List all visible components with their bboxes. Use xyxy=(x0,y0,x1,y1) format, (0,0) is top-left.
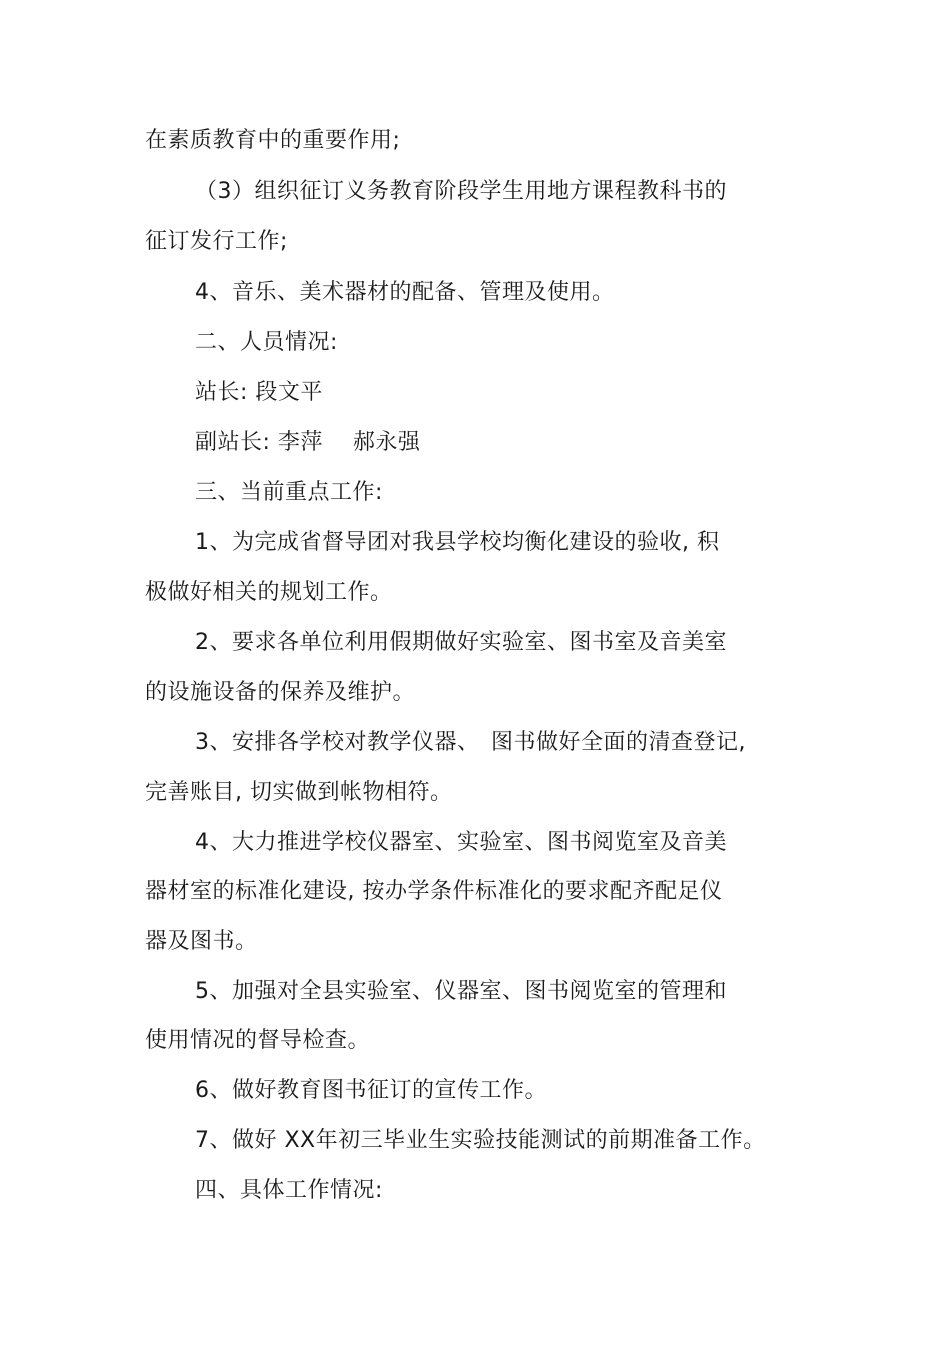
text-line: 3、安排各学校对教学仪器、 图书做好全面的清查登记, xyxy=(195,730,746,755)
text-line: 在素质教育中的重要作用; xyxy=(145,128,401,153)
text-line: （3）组织征订义务教育阶段学生用地方课程教科书的 xyxy=(195,179,727,204)
text-line: 完善账目, 切实做到帐物相符。 xyxy=(145,780,453,805)
text-line: 征订发行工作; xyxy=(145,229,288,254)
text-line: 4、音乐、美术器材的配备、管理及使用。 xyxy=(195,280,615,305)
section-heading: 三、当前重点工作: xyxy=(195,480,383,505)
text-line: 2、要求各单位利用假期做好实验室、图书室及音美室 xyxy=(195,630,727,655)
text-line: 副站长: 李萍 郝永强 xyxy=(195,430,421,455)
text-line: 5、加强对全县实验室、仪器室、图书阅览室的管理和 xyxy=(195,979,727,1004)
text-line: 使用情况的督导检查。 xyxy=(145,1028,371,1053)
text-line: 的设施设备的保养及维护。 xyxy=(145,680,416,705)
text-line: 器及图书。 xyxy=(145,929,258,954)
text-line: 器材室的标准化建设, 按办学条件标准化的要求配齐配足仪 xyxy=(145,879,723,904)
section-heading: 二、人员情况: xyxy=(195,330,338,355)
text-line: 极做好相关的规划工作。 xyxy=(145,580,393,605)
section-heading: 四、具体工作情况: xyxy=(195,1178,383,1203)
text-line: 站长: 段文平 xyxy=(195,380,323,405)
text-line: 1、为完成省督导团对我县学校均衡化建设的验收, 积 xyxy=(195,530,720,555)
text-line: 7、做好 XX年初三毕业生实验技能测试的前期准备工作。 xyxy=(195,1128,766,1153)
text-line: 6、做好教育图书征订的宣传工作。 xyxy=(195,1078,547,1103)
text-line: 4、大力推进学校仪器室、实验室、图书阅览室及音美 xyxy=(195,830,727,855)
